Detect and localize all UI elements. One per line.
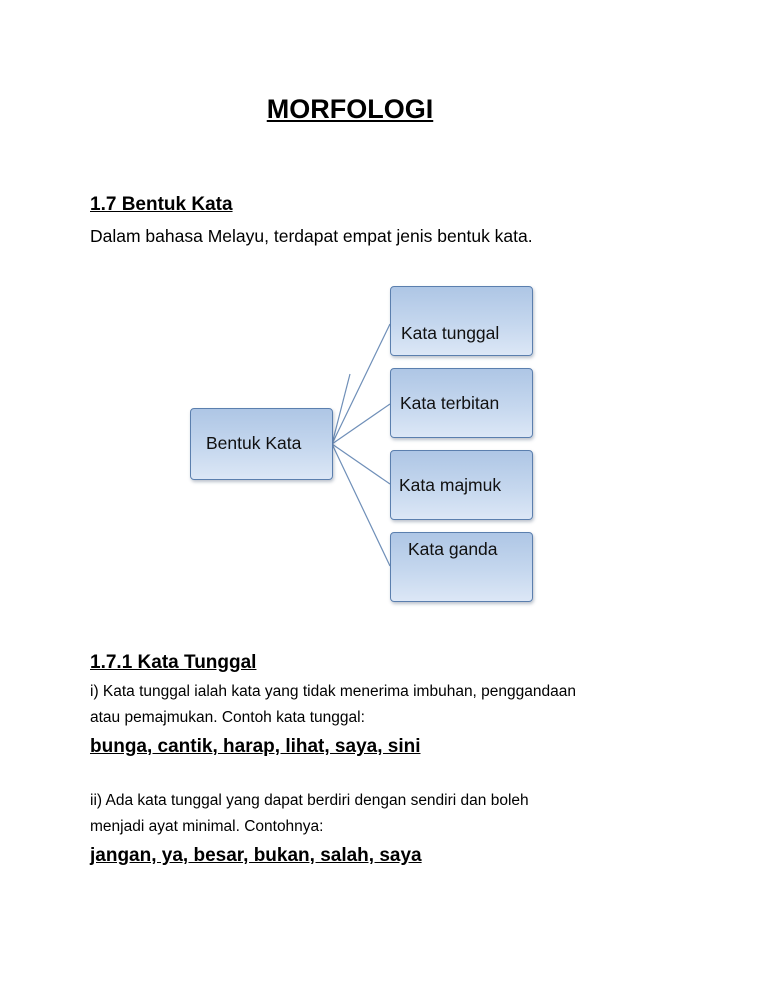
point2-line2: menjadi ayat minimal. Contohnya: <box>90 818 324 835</box>
diagram-root-node <box>190 408 333 480</box>
page-title: MORFOLOGI <box>266 94 434 124</box>
section-intro: Dalam bahasa Melayu, terdapat empat jenis bentuk kata. <box>90 226 533 246</box>
point1-line2: atau pemajmukan. Contoh kata tunggal: <box>90 709 365 726</box>
diagram-node-kata-ganda <box>390 532 533 602</box>
diagram-node-label: Kata tunggal <box>401 323 500 343</box>
examples-2: jangan, ya, besar, bukan, salah, saya <box>90 845 422 866</box>
diagram-root-label: Bentuk Kata <box>206 433 302 453</box>
point2-line1: ii) Ada kata tunggal yang dapat berdiri dengan sendiri dan boleh <box>90 792 529 809</box>
section-heading: 1.7 Bentuk Kata <box>90 194 233 215</box>
diagram-node-kata-terbitan <box>390 368 533 438</box>
subsection-heading: 1.7.1 Kata Tunggal <box>90 652 257 673</box>
diagram-node-kata-tunggal <box>390 286 533 356</box>
diagram-node-kata-majmuk <box>390 450 533 520</box>
diagram-node-label: Kata majmuk <box>399 475 502 495</box>
diagram-node-label: Kata ganda <box>408 539 498 559</box>
diagram-node-label: Kata terbitan <box>400 393 500 413</box>
examples-1: bunga, cantik, harap, lihat, saya, sini <box>90 736 421 757</box>
point1-line1: i) Kata tunggal ialah kata yang tidak menerima imbuhan, penggandaan <box>90 683 576 700</box>
